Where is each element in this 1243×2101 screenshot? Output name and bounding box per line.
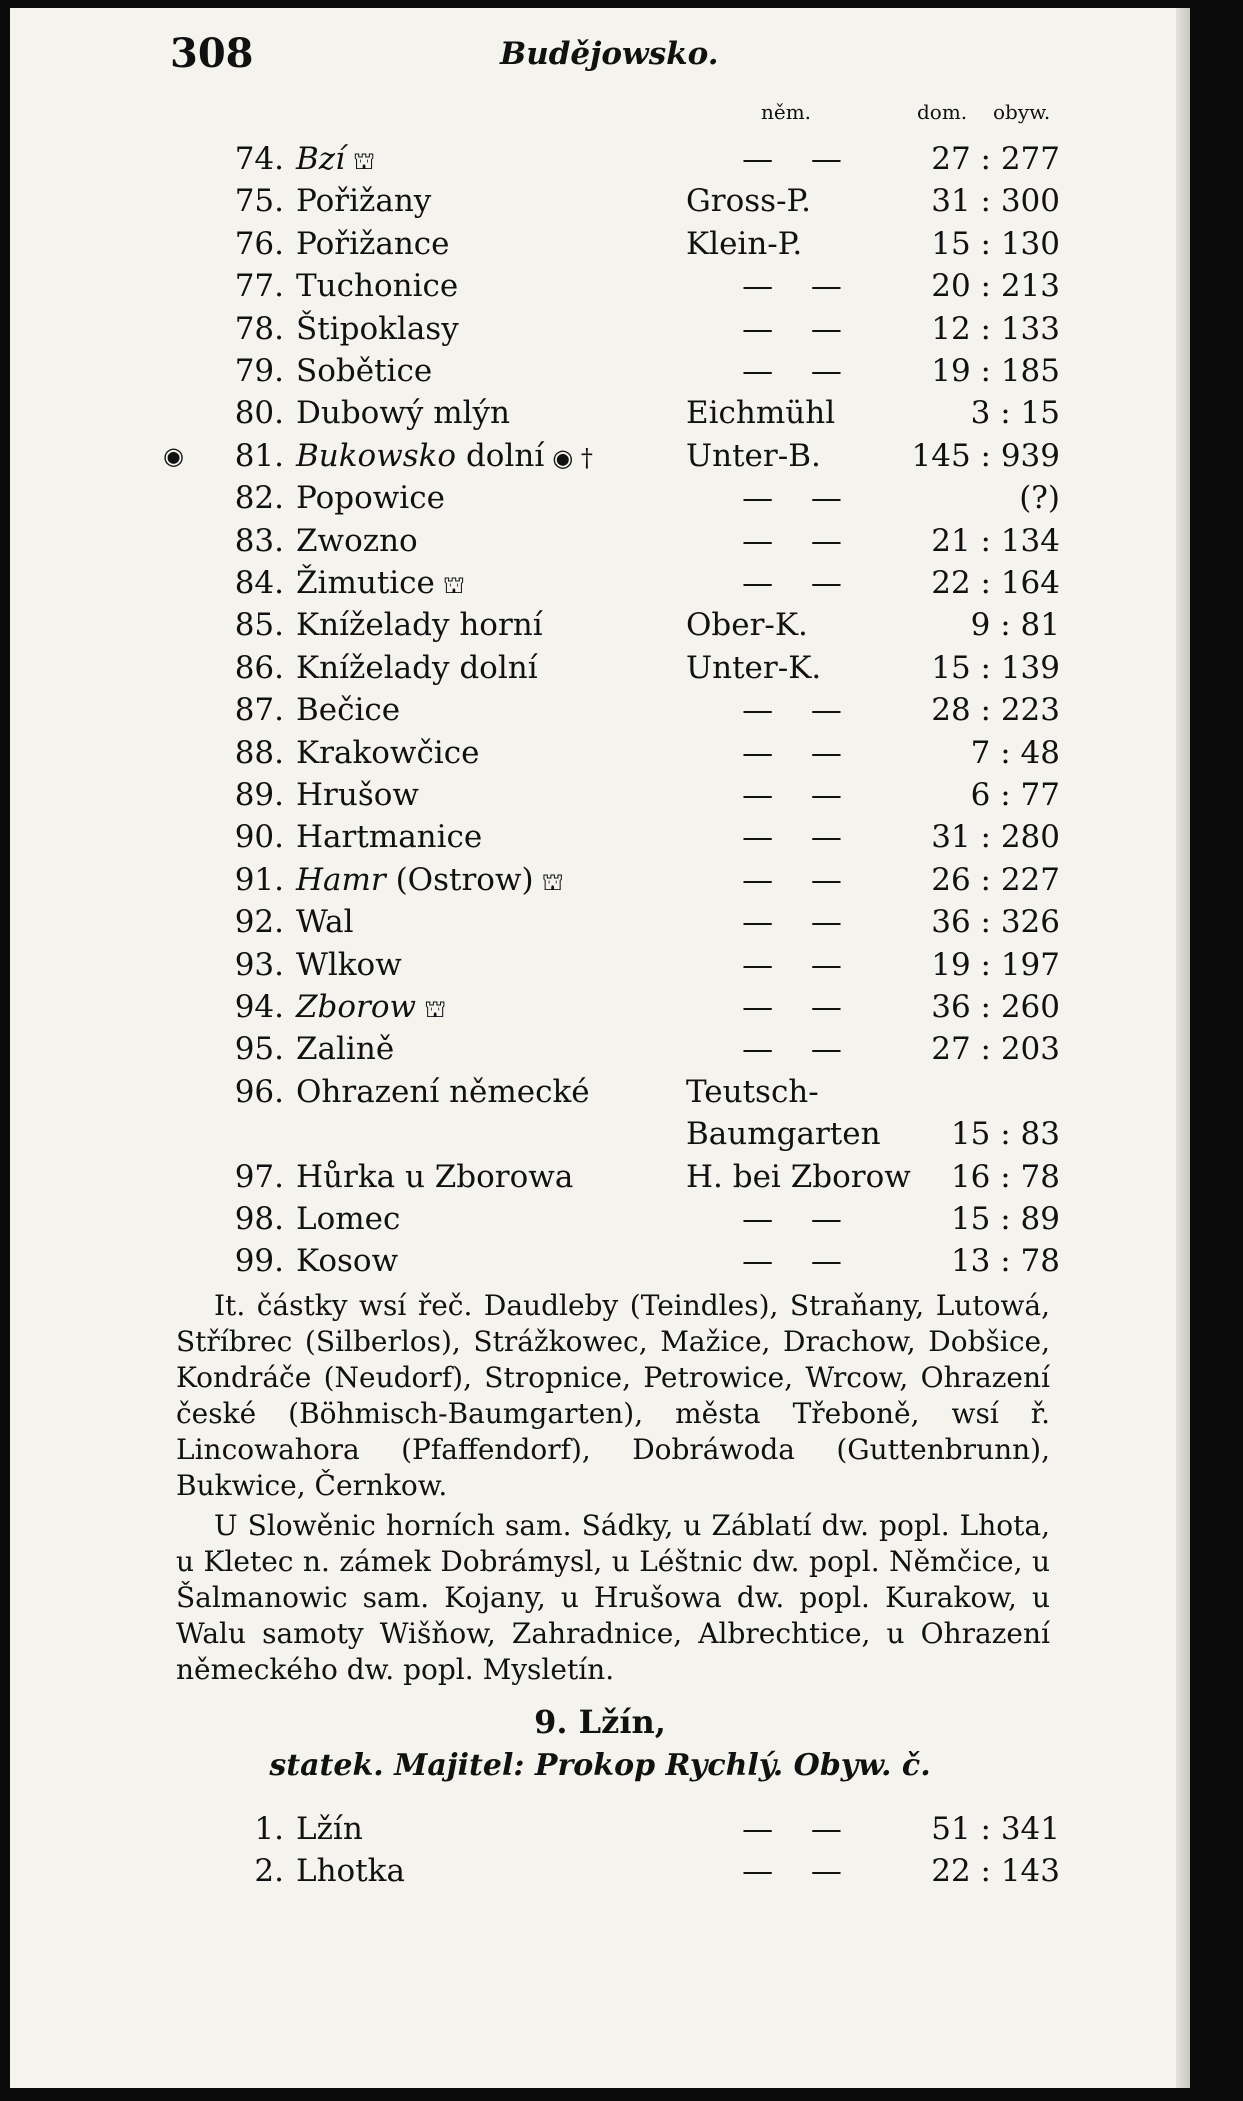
village-name-suffix: (Ostrow) [385,861,534,898]
table-row [10,138,1190,180]
row-number: 90. [234,819,284,856]
village-name [296,265,458,307]
village-name [296,944,402,986]
village-name-text: Bzí [296,141,346,177]
row-number: 79. [234,353,284,389]
table-row [10,562,1190,604]
no-german-name-dash: — — [742,946,848,983]
houses-inhabitants: 12 : 133 [931,310,1060,347]
houses-inhabitants: 16 : 78 [950,1158,1060,1195]
village-name-text: Zalině [296,1031,395,1068]
book-page [10,8,1190,2088]
houses-inhabitants: 15 : 83 [950,1116,1060,1153]
houses-inhabitants: 36 : 260 [931,989,1060,1025]
row-number: 96. [234,1073,284,1110]
no-german-name-dash: — — [742,819,848,856]
village-name-text: Krakowčice [296,734,480,771]
german-name: Unter-B. [686,437,821,474]
castle-icon: ⛫ [353,147,376,175]
table-row [10,732,1190,774]
row-number: 97. [234,1158,284,1195]
village-name [296,774,419,816]
houses-inhabitants: 21 : 134 [931,522,1060,559]
village-name-text: Bukowsko [296,437,457,474]
village-name-text: Bečice [296,692,401,729]
village-name-text: Štipoklasy [296,310,459,347]
table-row [10,1113,1190,1155]
houses-inhabitants: 36 : 326 [931,904,1060,941]
village-name-text: Hamr [296,861,386,898]
row-number: 1. [254,1811,284,1847]
village-name [296,477,445,519]
no-german-name-dash: — — [742,141,848,177]
no-german-name-dash: — — [742,353,848,389]
german-name: Gross-P. [686,183,811,220]
table-row [10,859,1190,901]
no-german-name-dash: — — [742,522,848,559]
table-row [10,435,1190,477]
no-german-name-dash: — — [742,734,848,771]
no-german-name-dash: — — [742,1811,848,1847]
no-german-name-dash: — — [742,904,848,941]
no-german-name-dash: — — [742,480,848,517]
village-name [296,901,354,943]
village-name-text: Žimutice [296,565,435,601]
village-name-text: Pořižany [296,183,432,220]
no-german-name-dash: — — [742,1243,848,1280]
houses-inhabitants: 51 : 341 [931,1811,1060,1847]
castle-icon: ⛫ [442,571,465,599]
village-name-text: Popowice [296,480,445,517]
houses-inhabitants: 15 : 139 [931,649,1060,686]
houses-inhabitants: 3 : 15 [970,395,1060,432]
village-name-text: Wal [296,904,354,941]
table-row [10,477,1190,519]
row-number: 78. [234,310,284,347]
row-number: 87. [234,692,284,729]
village-name-text: Tuchonice [296,268,459,305]
paragraph-particles [176,1288,1050,1504]
village-name [296,986,446,1030]
houses-inhabitants: 9 : 81 [970,607,1060,644]
village-name-text: Ohrazení německé [296,1073,590,1110]
row-number: 75. [234,183,284,220]
houses-inhabitants: 31 : 300 [931,183,1060,220]
no-german-name-dash: — — [742,989,848,1025]
village-name-text: Hůrka u Zborowa [296,1158,574,1195]
houses-inhabitants: 7 : 48 [970,734,1060,771]
houses-inhabitants: 13 : 78 [950,1243,1060,1280]
no-german-name-dash: — — [742,692,848,729]
row-number: 2. [254,1853,284,1889]
village-name [296,435,593,479]
houses-inhabitants: (?) [1019,480,1060,517]
village-name [296,1156,573,1198]
castle-icon: ◉ † [552,443,593,472]
table-row [10,223,1190,265]
village-name [296,138,375,182]
houses-inhabitants: 19 : 185 [931,353,1060,389]
houses-inhabitants: 6 : 77 [970,777,1060,813]
village-name-text: Kníželady horní [296,607,543,644]
no-german-name-dash: — — [742,310,848,347]
column-header-houses: dom. [917,100,968,124]
table-row [10,180,1190,222]
village-name [296,1198,400,1240]
village-name [296,859,564,903]
table-row [10,689,1190,731]
houses-inhabitants: 145 : 939 [911,437,1060,474]
paragraph-settlements [176,1508,1050,1688]
german-name: Ober-K. [686,607,808,644]
village-name [296,392,510,434]
row-number: 94. [234,989,284,1025]
row-number: 81. [234,437,284,474]
village-name-text: Zwozno [296,522,418,559]
village-name [296,1071,590,1113]
table-row [10,1850,1190,1892]
row-number: 98. [234,1201,284,1237]
parish-mark-icon: ◉ [163,441,184,470]
page-header [170,30,1030,90]
table-row [10,774,1190,816]
table-row [10,647,1190,689]
village-name-text: Hrušow [296,777,419,813]
no-german-name-dash: — — [742,777,848,813]
houses-inhabitants: 15 : 130 [931,225,1060,262]
village-name-text: Sobětice [296,353,433,389]
german-name: Teutsch- [686,1073,819,1110]
row-number: 93. [234,946,284,983]
table-row [10,986,1190,1028]
german-name: Klein-P. [686,225,803,262]
no-german-name-dash: — — [742,565,848,601]
village-name-text: Kníželady dolní [296,649,538,686]
village-name [296,308,459,350]
column-header-inhabitants: obyw. [993,100,1051,124]
village-name-text: Pořižance [296,225,450,262]
german-name: Baumgarten [686,1116,881,1153]
no-german-name-dash: — — [742,1201,848,1237]
houses-inhabitants: 27 : 203 [931,1031,1060,1068]
row-number: 77. [234,268,284,305]
row-number: 80. [234,395,284,432]
paragraph-text: U Slowěnic horních sam. Sádky, u Záblatí dw. popl. Lhota, u Kletec n. zámek Dobrámysl, u Léštnic dw. popl. Němčice, u Šalmanowic sam. Kojany, u Hrušowa dw. popl. Kurakow, u Walu samoty Wišňow, Zahradnice, Albrechtice, u Ohrazení německého dw. popl. Mysletín. [176,1509,1050,1686]
table-row [10,944,1190,986]
no-german-name-dash: — — [742,1853,848,1889]
houses-inhabitants: 15 : 89 [950,1201,1060,1237]
castle-icon: ⛫ [424,995,447,1023]
village-name [296,816,482,858]
table-row [10,392,1190,434]
table-row [10,1156,1190,1198]
village-name [296,689,400,731]
village-name [296,1028,394,1070]
houses-inhabitants: 22 : 164 [931,565,1060,601]
houses-inhabitants: 28 : 223 [931,692,1060,729]
village-name-text: Kosow [296,1243,399,1280]
village-name [296,1850,405,1892]
row-number: 85. [234,607,284,644]
row-number: 82. [234,480,284,517]
village-name [296,562,465,606]
table-row [10,265,1190,307]
table-row [10,1028,1190,1070]
village-name [296,1240,398,1282]
table-row [10,604,1190,646]
village-name-text: Zborow [296,989,417,1025]
running-title: Budějowsko. [500,36,719,72]
row-number: 74. [234,141,284,177]
column-header-german: něm. [761,100,812,124]
german-name: Eichmühl [686,395,836,432]
paragraph-text: It. částky wsí řeč. Daudleby (Teindles), Straňany, Lutowá, Stříbrec (Silberlos), Strážkowec, Mažice, Drachow, Dobšice, Kondráče (Neudorf), Stropnice, Petrowice, Wrcow, Ohrazení české (Böhmisch-Baumgarten), města Třeboně, wsí ř. Lincowahora (Pfaffendorf), Dobráwoda (Guttenbrunn), Bukwice, Černkow. [176,1289,1050,1502]
row-number: 95. [234,1031,284,1068]
houses-inhabitants: 31 : 280 [931,819,1060,856]
table-row [10,308,1190,350]
houses-inhabitants: 19 : 197 [931,946,1060,983]
village-name-text: Lomec [296,1201,401,1237]
row-number: 86. [234,649,284,686]
village-name-text: Lhotka [296,1853,405,1889]
row-number: 91. [234,861,284,898]
houses-inhabitants: 26 : 227 [931,861,1060,898]
page-number: 308 [170,30,254,77]
table-row [10,520,1190,562]
houses-inhabitants: 20 : 213 [931,268,1060,305]
no-german-name-dash: — — [742,861,848,898]
houses-inhabitants: 27 : 277 [931,141,1060,177]
table-row [10,901,1190,943]
table-row [10,816,1190,858]
german-name: H. bei Zborow [686,1158,911,1195]
section-subtitle: statek. Majitel: Prokop Rychlý. Obyw. č. [269,1748,931,1783]
no-german-name-dash: — — [742,1031,848,1068]
german-name: Unter-K. [686,649,822,686]
village-name [296,223,450,265]
village-name-suffix: dolní [456,437,545,474]
table-row [10,350,1190,392]
row-number: 88. [234,734,284,771]
village-name-text: Hartmanice [296,819,483,856]
village-name-text: Lžín [296,1811,363,1847]
village-name [296,604,543,646]
village-name [296,350,432,392]
row-number: 76. [234,225,284,262]
table-row [10,1071,1190,1113]
village-name-text: Wlkow [296,946,402,983]
village-name [296,520,418,562]
village-name-text: Dubowý mlýn [296,395,511,432]
row-number: 99. [234,1243,284,1280]
table-row [10,1240,1190,1282]
village-name [296,732,479,774]
section-title: 9. Lžín, [534,1703,666,1741]
village-name [296,647,538,689]
village-name [296,180,431,222]
row-number: 92. [234,904,284,941]
row-number: 84. [234,565,284,601]
table-row [10,1808,1190,1850]
no-german-name-dash: — — [742,268,848,305]
table-row [10,1198,1190,1240]
row-number: 89. [234,777,284,813]
village-name [296,1808,363,1850]
castle-icon: ⛫ [541,867,564,896]
houses-inhabitants: 22 : 143 [931,1853,1060,1889]
row-number: 83. [234,522,284,559]
